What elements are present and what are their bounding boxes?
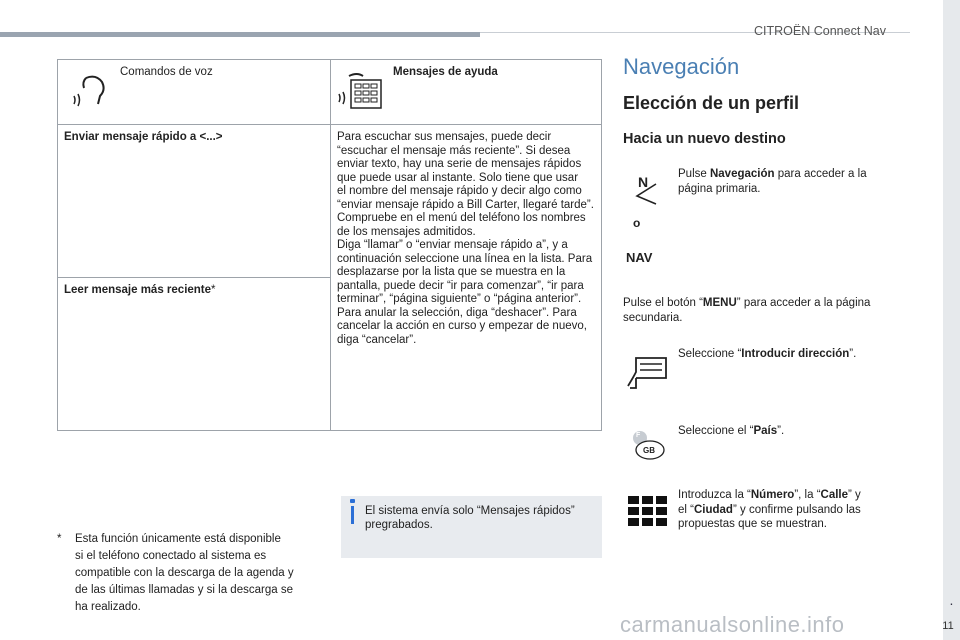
text-run: Pulse el botón “ [623, 297, 703, 309]
footnote-line: de las últimas llamadas y si la descarga se [75, 584, 293, 596]
help-line: que puede usar al instante. Solo tiene que usar [337, 171, 579, 184]
text-run-bold: Número [750, 489, 795, 501]
note-line: pregrabados. [365, 519, 433, 531]
text-run-bold: MENU [702, 297, 737, 309]
footnote-line: ha realizado. [75, 601, 141, 613]
text-run: ”, la “ [794, 489, 821, 501]
text-run: para acceder a la [774, 168, 867, 180]
help-text-cell [331, 125, 602, 431]
footnote-marker: * [211, 284, 216, 296]
footnote-star: * [57, 533, 62, 545]
header-title: CITROËN Connect Nav [754, 24, 886, 38]
text-run: propuestas que se muestran. [678, 518, 827, 530]
compass-arrow-icon [634, 182, 660, 208]
help-line: Para escuchar sus mensajes, puede decir [337, 131, 552, 143]
table-row-send-message [58, 125, 331, 278]
help-line: desplazarse por la lista que se muestra en la [337, 266, 566, 278]
help-line: cancelar la acción en curso y empezar de nuevo, [337, 320, 587, 332]
command-read-message: Leer mensaje más reciente [64, 284, 212, 296]
text-run: secundaria. [623, 311, 683, 324]
text-run: ” y [848, 489, 861, 501]
help-line: terminar”, “página siguiente” o “página anterior”. [337, 293, 582, 305]
footnote-line: Esta función únicamente está disponible [75, 533, 281, 545]
menu-button-text [623, 296, 883, 325]
text-run: ” y confirme pulsando las [732, 503, 861, 516]
help-line: enviar texto, hay una serie de mensajes rápidos [337, 158, 582, 170]
footnote-line: compatible con la descarga de la agenda y [75, 567, 294, 579]
table-row-read-message [58, 278, 331, 431]
info-icon [351, 506, 354, 524]
footnote [57, 531, 322, 616]
nav-icon-label: NAV [626, 250, 653, 265]
table-header-help [331, 60, 602, 125]
info-icon-dot [350, 499, 355, 503]
help-line: diga “cancelar”. [337, 333, 417, 346]
header-commands-label: Comandos de voz [120, 66, 213, 78]
header-rule [0, 32, 480, 37]
text-run-bold: Calle [820, 489, 849, 501]
help-line: Para anular la selección, diga “deshacer”. Para [337, 306, 577, 319]
help-line: el nombre del mensaje rápido y decir algo como [337, 185, 582, 197]
nav-icon-o: o [633, 216, 641, 230]
text-run: el “ [678, 503, 694, 516]
help-line: “enviar mensaje rápido a Bill Carter, llegaré tarde”. [337, 198, 594, 211]
country-icon-f: F [636, 432, 641, 439]
step-address-fields-text [678, 488, 888, 532]
text-run: ”. [849, 348, 857, 360]
help-line: de los mensajes admitidos. [337, 225, 476, 238]
text-run: ”. [777, 425, 785, 437]
text-run: Seleccione el “ [678, 425, 754, 437]
keyboard-grid-icon [628, 496, 668, 526]
country-icon-shape [628, 428, 668, 462]
step-country-text [678, 424, 878, 439]
subsection-title: Hacia un nuevo destino [623, 131, 786, 147]
nav-icon-n: N [638, 174, 649, 190]
text-run-bold: Ciudad [693, 503, 733, 516]
table-header-commands [58, 60, 331, 125]
help-line: “escuchar el mensaje más reciente”. Si desea [337, 144, 571, 157]
note-line: El sistema envía solo “Mensajes rápidos” [365, 505, 575, 517]
help-line: continuación seleccione una línea en la lista. Para [337, 252, 593, 265]
text-run-bold: Introducir dirección [741, 348, 850, 360]
header-help-label: Mensajes de ayuda [393, 66, 498, 78]
country-icon [628, 428, 668, 462]
text-run-bold: Navegación [709, 168, 775, 180]
footnote-line: si el teléfono conectado al sistema es [75, 550, 267, 562]
text-run: Pulse [678, 168, 710, 180]
text-run-bold: País [753, 425, 778, 437]
page-edge-mark: . [949, 592, 954, 608]
command-send-message: Enviar mensaje rápido a <...> [64, 131, 223, 143]
text-run: Introduzca la “ [678, 489, 751, 501]
info-note-text [365, 504, 590, 532]
section-title: Navegación [623, 54, 740, 79]
text-run: página primaria. [678, 182, 761, 195]
step-navigation-text [678, 167, 878, 196]
info-note [341, 496, 602, 558]
enter-address-icon [626, 356, 668, 390]
help-line: Diga “llamar” o “enviar mensaje rápido a”, y a [337, 239, 568, 251]
navigation-icon [624, 174, 664, 266]
help-line: pantalla, puede decir “ir para comenzar”, “ir para [337, 279, 584, 292]
page-number: 11 [942, 620, 954, 632]
text-run: Seleccione “ [678, 348, 742, 360]
voice-commands-table [57, 59, 602, 431]
text-run: ” para acceder a la página [736, 297, 871, 309]
country-icon-gb: GB [643, 446, 655, 455]
section-subtitle: Elección de un perfil [623, 93, 800, 113]
help-line: Compruebe en el menú del teléfono los nombres [337, 212, 586, 224]
voice-help-icon [337, 70, 383, 110]
voice-command-icon [72, 74, 108, 108]
page-edge-strip [943, 0, 960, 640]
step-enter-address-text [678, 347, 878, 362]
watermark: carmanualsonline.info [620, 612, 845, 637]
